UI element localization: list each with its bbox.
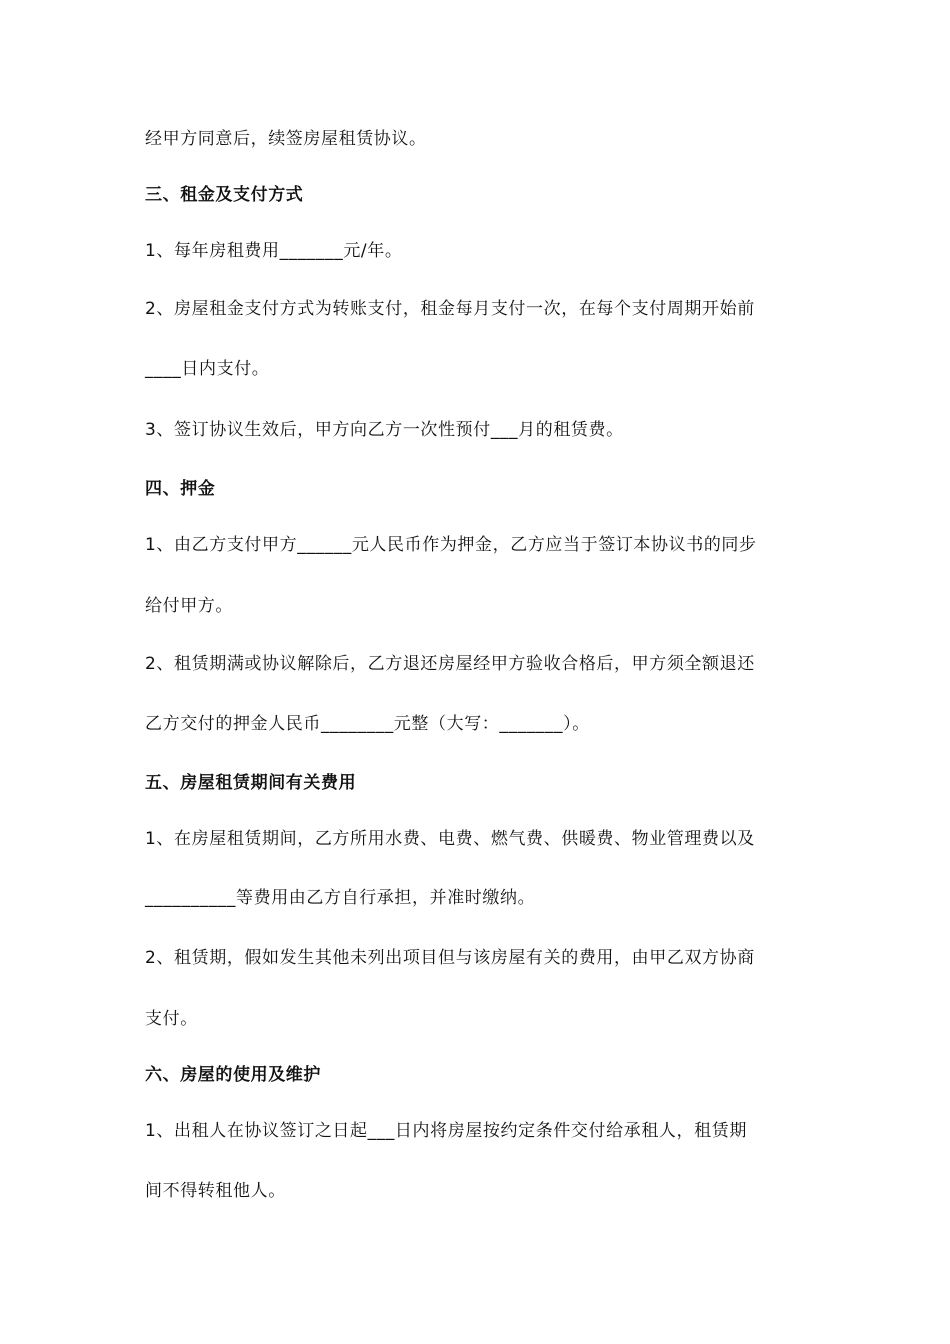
clause-handover: 1、出租人在协议签订之日起___日内将房屋按约定条件交付给承租人，租赁期 [145,1121,747,1141]
section-heading-rent-payment: 三、租金及支付方式 [145,185,304,205]
clause-prepayment: 3、签订协议生效后，甲方向乙方一次性预付___月的租赁费。 [145,420,624,440]
section-heading-rental-fees: 五、房屋租赁期间有关费用 [145,773,357,793]
section-heading-deposit: 四、押金 [145,479,216,499]
section-heading-use-maintenance: 六、房屋的使用及维护 [145,1065,321,1085]
clause-utility-fees: 1、在房屋租赁期间，乙方所用水费、电费、燃气费、供暖费、物业管理费以及 [145,829,755,849]
clause-deposit-amount: 1、由乙方支付甲方______元人民币作为押金，乙方应当于签订本协议书的同步 [145,535,757,555]
clause-handover-continued: 间不得转租他人。 [145,1181,286,1201]
clause-payment-method-continued: ____日内支付。 [145,359,270,379]
clause-payment-method: 2、房屋租金支付方式为转账支付，租金每月支付一次，在每个支付周期开始前 [145,299,755,319]
clause-utility-fees-continued: __________等费用由乙方自行承担，并准时缴纳。 [145,888,536,908]
clause-other-fees-continued: 支付。 [145,1009,198,1029]
clause-deposit-amount-continued: 给付甲方。 [145,596,233,616]
clause-deposit-refund-continued: 乙方交付的押金人民币________元整（大写：_______）。 [145,714,590,734]
clause-annual-rent: 1、每年房租费用_______元/年。 [145,241,403,261]
paragraph-continuation-renewal: 经甲方同意后，续签房屋租赁协议。 [145,129,427,149]
clause-other-fees: 2、租赁期，假如发生其他未列出项目但与该房屋有关的费用，由甲乙双方协商 [145,948,755,968]
clause-deposit-refund: 2、租赁期满或协议解除后，乙方退还房屋经甲方验收合格后，甲方须全额退还 [145,654,755,674]
